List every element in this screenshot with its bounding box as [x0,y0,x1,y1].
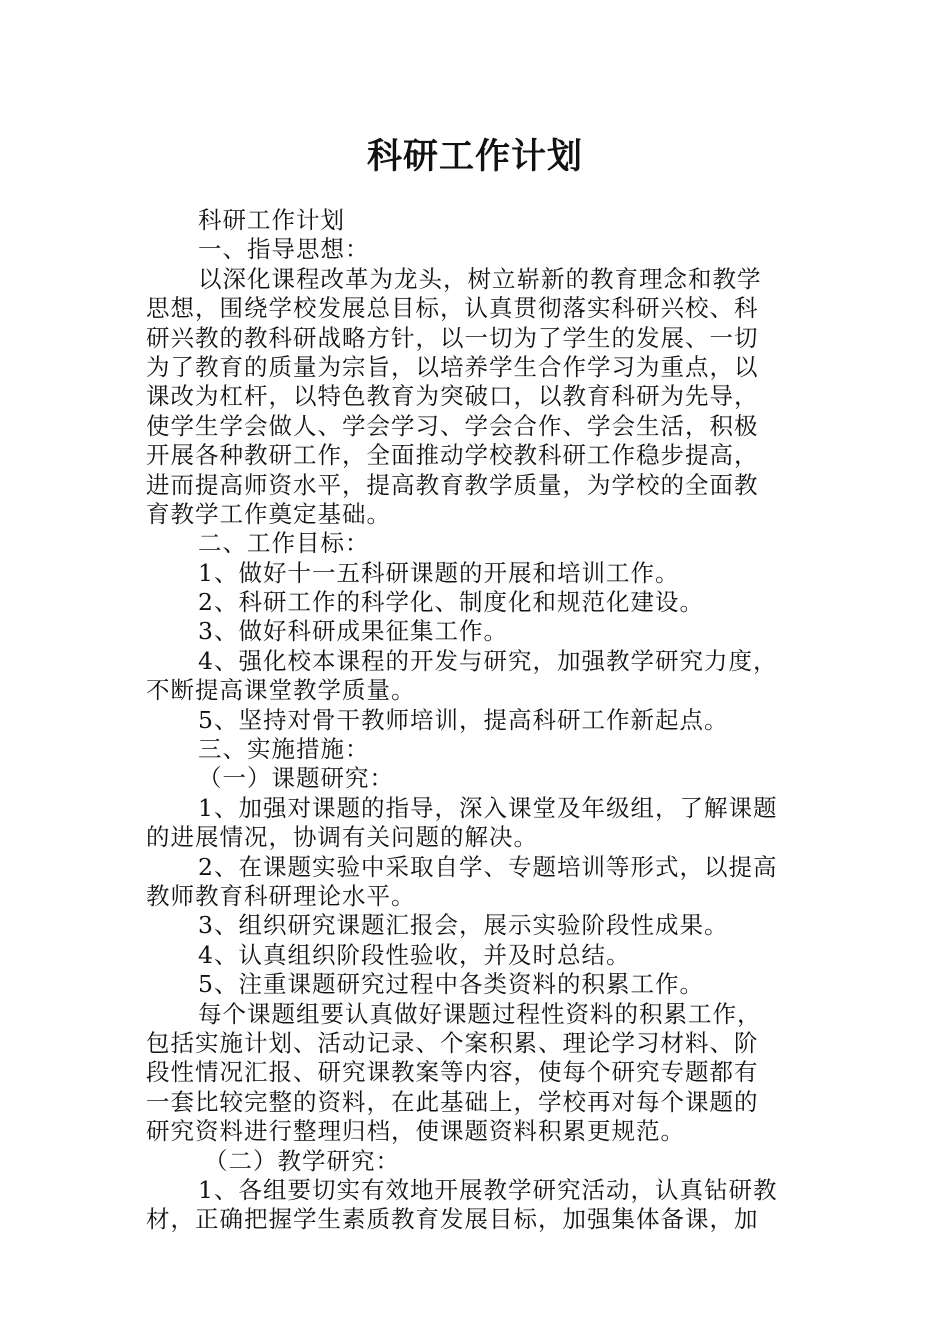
text-line: 的进展情况，协调有关问题的解决。 [146,823,538,852]
text-line: （二）教学研究： [204,1146,400,1175]
text-line: 为了教育的质量为宗旨，以培养学生合作学习为重点，以 [146,352,759,381]
text-line: 不断提高课堂教学质量。 [146,676,416,705]
text-line: 思想，围绕学校发展总目标，认真贯彻落实科研兴校、科 [146,294,759,323]
text-line: 二、工作目标： [198,529,370,558]
text-line: 3、组织研究课题汇报会，展示实验阶段性成果。 [198,911,729,940]
text-line: 开展各种教研工作，全面推动学校教科研工作稳步提高， [146,441,759,470]
text-line: 5、坚持对骨干教师培训，提高科研工作新起点。 [198,705,729,734]
text-line: 育教学工作奠定基础。 [146,499,391,528]
text-line: 段性情况汇报、研究课教案等内容，使每个研究专题都有 [146,1058,759,1087]
text-line: 课改为杠杆，以特色教育为突破口，以教育科研为先导， [146,382,759,411]
text-line: 每个课题组要认真做好课题过程性资料的积累工作， [198,999,762,1028]
text-line: 科研工作计划 [198,206,345,234]
text-line: 5、注重课题研究过程中各类资料的积累工作。 [198,970,704,999]
text-line: 1、加强对课题的指导，深入课堂及年级组，了解课题 [198,793,778,822]
text-line: 1、各组要切实有效地开展教学研究活动，认真钻研教 [198,1175,778,1204]
text-line: 4、强化校本课程的开发与研究，加强教学研究力度， [198,646,778,675]
text-line: 包括实施计划、活动记录、个案积累、理论学习材料、阶 [146,1028,759,1057]
text-line: 一、指导思想： [198,235,370,264]
text-line: 研究资料进行整理归档，使课题资料积累更规范。 [146,1117,685,1146]
text-line: 3、做好科研成果征集工作。 [198,617,508,646]
text-line: 教师教育科研理论水平。 [146,881,416,910]
text-line: 研兴教的教科研战略方针，以一切为了学生的发展、一切 [146,323,759,352]
document-title: 科研工作计划 [366,137,583,177]
text-line: 材，正确把握学生素质教育发展目标，加强集体备课，加 [146,1205,759,1234]
text-line: 一套比较完整的资料，在此基础上，学校再对每个课题的 [146,1087,759,1116]
text-line: 4、认真组织阶段性验收，并及时总结。 [198,940,631,969]
text-line: 以深化课程改革为龙头，树立崭新的教育理念和教学 [198,264,762,293]
document-body [146,206,796,1235]
text-line: 2、在课题实验中采取自学、专题培训等形式，以提高 [198,852,778,881]
text-line: 1、做好十一五科研课题的开展和培训工作。 [198,558,680,587]
text-line: （一）课题研究： [198,764,394,793]
text-line: 进而提高师资水平，提高教育教学质量，为学校的全面教 [146,470,759,499]
text-line: 2、科研工作的科学化、制度化和规范化建设。 [198,588,704,617]
text-line: 使学生学会做人、学会学习、学会合作、学会生活，积极 [146,411,759,440]
text-line: 三、实施措施： [198,735,370,764]
